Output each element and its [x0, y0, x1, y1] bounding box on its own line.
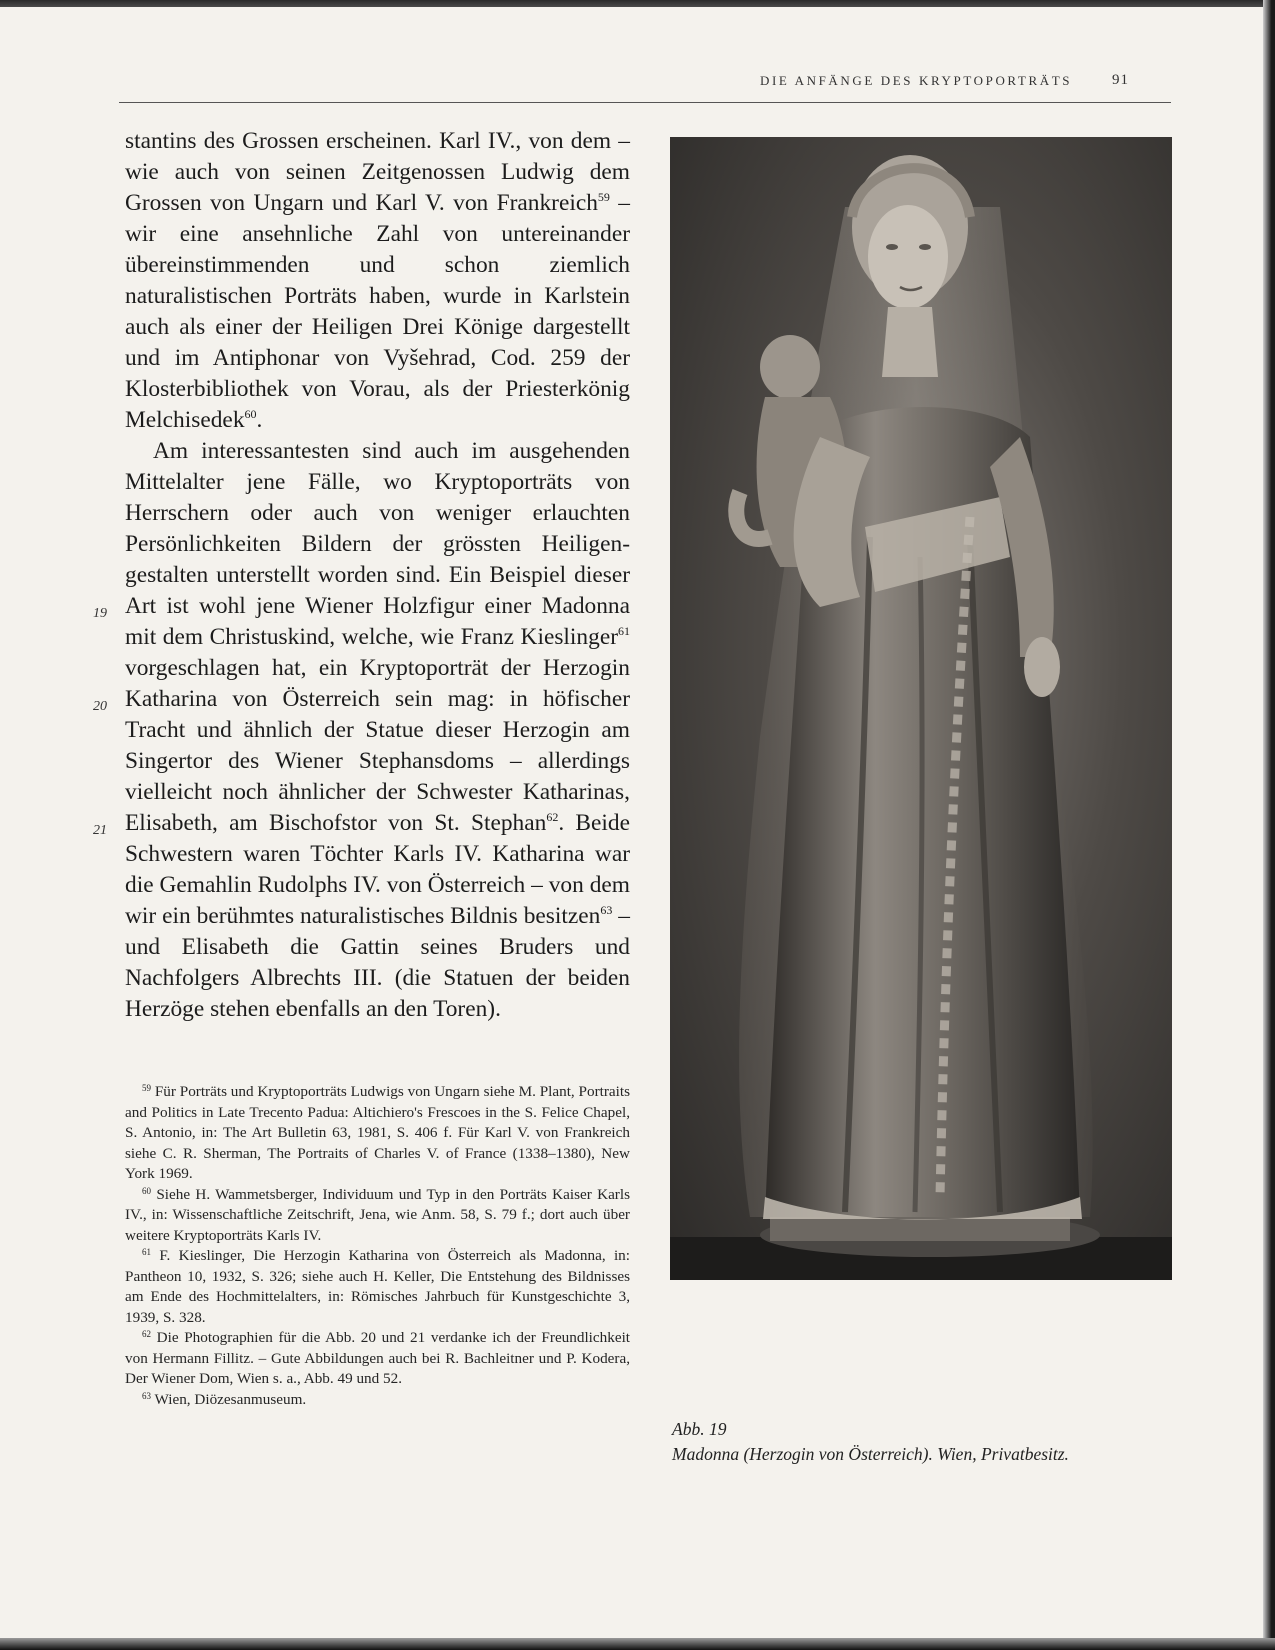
footnote-text: Die Photographien für die Abb. 20 und 21 verdanke ich der Freundlichkeit von Hermann Fillitz. – Gute Abbildungen auch bei R. Bachleitner und P. Kodera, Der Wiener Dom, Wien s. a., Abb. 49 und 52.	[125, 1329, 631, 1387]
text-run: – und Elisabeth die Gattin seines Bruders und Nachfolgers Albrechts III. (die Statuen der beiden Herzöge stehen ebenfalls an den Toren).	[125, 903, 630, 1022]
running-head	[760, 73, 1160, 89]
footnote-ref: 59	[597, 190, 610, 204]
margin-figure-ref: 20	[93, 699, 107, 714]
footnotes	[125, 1082, 630, 1410]
text-run: .	[256, 407, 263, 433]
footnote-number: 61	[142, 1247, 151, 1257]
footnote	[125, 1390, 630, 1411]
footnote-number: 60	[142, 1185, 151, 1196]
footnote	[125, 1082, 630, 1185]
footnote-ref: 62	[546, 810, 559, 824]
text-run: stantins des Grossen erscheinen. Karl IV., von dem – wie auch von seinen Zeitgenossen Ludwig dem Grossen von Ungarn und Karl V. von Frankreich	[125, 128, 630, 216]
figure-caption-text: Madonna (Herzogin von Österreich). Wien, Privatbesitz.	[672, 1444, 1069, 1464]
footnote-ref: 60	[244, 407, 257, 421]
text-run: vorgeschlagen hat, ein Kryptoporträt der Herzogin Katharina von Österreich sein mag: in höfischer Tracht und ähnlich der Statue dieser Herzogin am Singertor des Wiener Stephansdoms – allerdings vielleicht noch ähnlicher der Schwester Katharinas, Elisabeth, am Bischofstor von St. Stephan	[125, 655, 630, 836]
figure-label: Abb. 19	[672, 1419, 727, 1439]
footnote-text: Für Porträts und Kryptoporträts Ludwigs von Ungarn siehe M. Plant, Portraits and Politics in Late Trecento Padua: Altichiero's Frescoes in the S. Felice Chapel, S. Antonio, in: The Art Bulletin 63, 1981, S. 406 f. Für Karl V. von Frankreich siehe C. R. Sherman, The Portraits of Charles V. of France (1338–1380), New York 1969.	[125, 1083, 631, 1182]
margin-figure-ref: 21	[93, 823, 107, 838]
margin-figure-ref: 19	[93, 606, 107, 621]
paragraph-2	[125, 436, 630, 1025]
header-rule	[119, 102, 1171, 103]
page-number: 91	[1112, 72, 1129, 88]
footnote-text: F. Kieslinger, Die Herzogin Katharina von Österreich als Madonna, in: Pantheon 10, 1932, S. 326; siehe auch H. Keller, Die Entstehung des Bildnisses am Ende des Hochmittelalters, in: Römisches Jahrbuch für Kunstgeschichte 3, 1939, S. 328.	[125, 1247, 630, 1326]
footnote-ref: 61	[618, 624, 630, 638]
scan-edge-right	[1263, 0, 1275, 1650]
footnote-number: 62	[142, 1329, 151, 1339]
footnote-text: Wien, Diözesanmuseum.	[154, 1390, 307, 1408]
figure-caption	[672, 1417, 1172, 1467]
main-text	[125, 126, 630, 1025]
footnote	[125, 1185, 630, 1247]
footnote	[125, 1328, 630, 1390]
running-title: DIE ANFÄNGE DES KRYPTOPORTRÄTS	[760, 73, 1073, 88]
madonna-statue-photo	[670, 137, 1172, 1280]
paragraph-1	[125, 126, 630, 436]
text-run: Am interessantesten sind auch im ausgehenden Mittelalter jene Fälle, wo Kryptoporträts von Herrschern oder auch von weniger erlauchten Persönlichkeiten Bildern der grössten Heiligengestalten unterstellt worden sind. Ein Beispiel dieser Art ist wohl jene Wiener Holzfigur einer Madonna mit dem Christuskind, welche, wie Franz Kieslinger	[125, 438, 630, 650]
text-run: – wir eine ansehnliche Zahl von untereinander übereinstimmenden und schon ziemlich naturalistischen Porträts haben, wurde in Karlstein auch als einer der Heiligen Drei Könige dargestellt und im Antiphonar von Vyšehrad, Cod. 259 der Klosterbibliothek von Vorau, als der Priesterkönig Melchisedek	[125, 190, 630, 433]
footnote-number: 63	[142, 1390, 151, 1401]
footnote-text: Siehe H. Wammetsberger, Individuum und Typ in den Porträts Kaiser Karls IV., in: Wissenschaftliche Zeitschrift, Jena, wie Anm. 58, S. 79 f.; dort auch über weitere Kryptoporträts Karls IV.	[125, 1185, 630, 1244]
footnote-number: 59	[142, 1083, 151, 1093]
scan-edge-top	[0, 0, 1275, 7]
footnote-ref: 63	[600, 903, 613, 917]
statue-illustration	[670, 137, 1172, 1280]
text-run: . Beide Schwestern waren Töchter Karls IV. Katharina war die Gemahlin Rudolphs IV. von Österreich – von dem wir ein berühmtes naturalistisches Bildnis besitzen	[125, 810, 630, 929]
footnote	[125, 1246, 630, 1328]
scan-edge-bottom	[0, 1638, 1275, 1650]
